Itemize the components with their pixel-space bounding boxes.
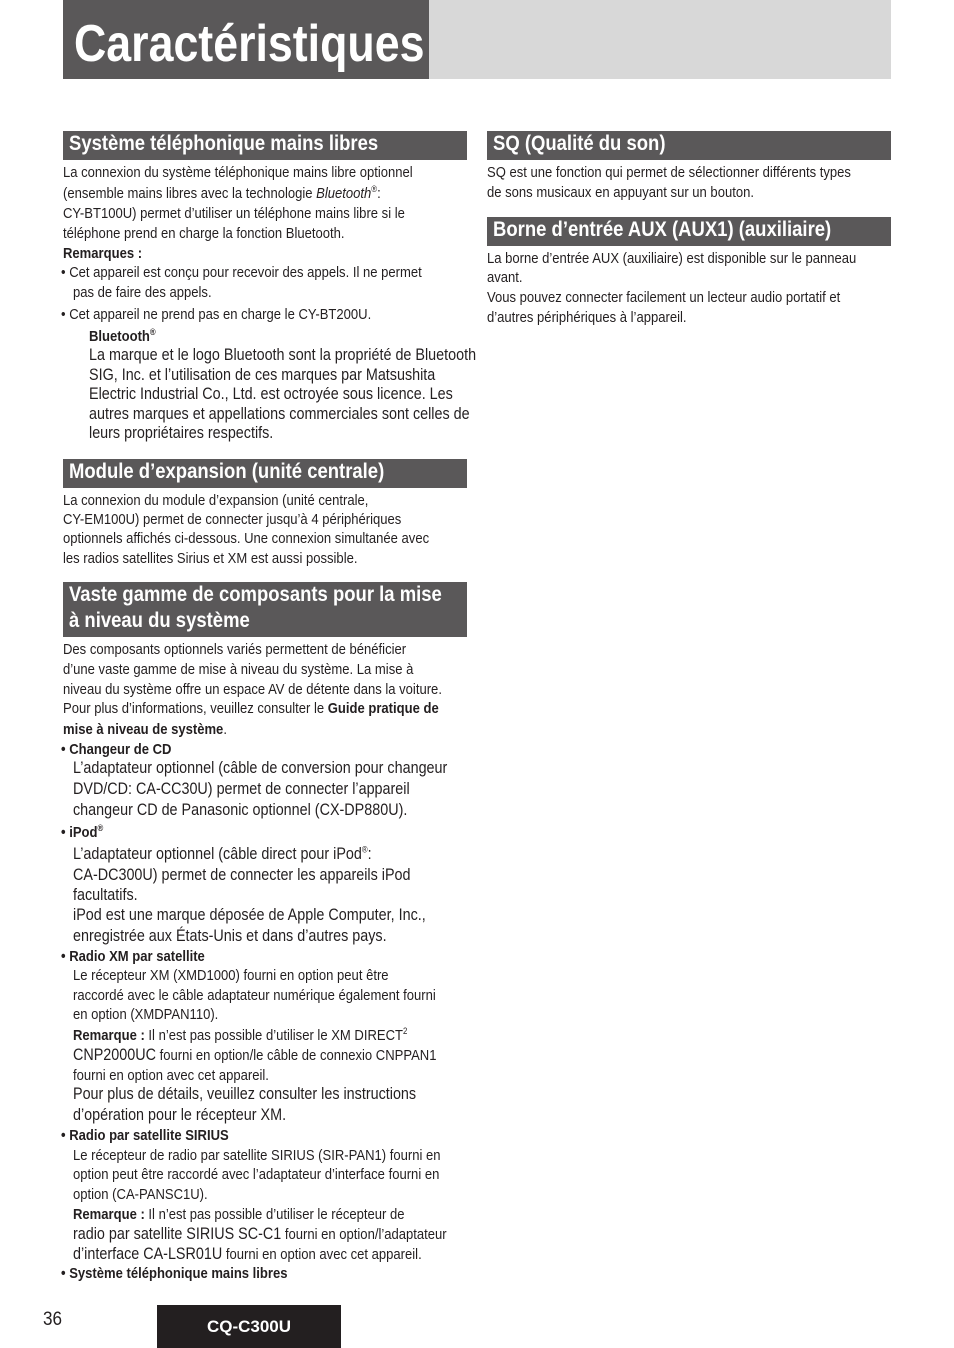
sirius-radio-label: • Radio par satellite SIRIUS	[61, 1127, 229, 1144]
body-line: d’une vaste gamme de mise à niveau du système. La mise à	[63, 661, 414, 678]
body-line: leurs propriétaires respectifs.	[89, 424, 274, 442]
body-line: L’adaptateur optionnel (câble direct pour iPod®:	[73, 844, 372, 863]
body-line: option (CA-PANSC1U).	[73, 1186, 208, 1203]
page-title-banner	[63, 0, 429, 79]
body-line: Pour plus d’informations, veuillez consulter le Guide pratique de	[63, 700, 439, 717]
body-line: SIG, Inc. et l’utilisation de ces marques par Matsushita	[89, 366, 436, 384]
body-line: Des composants optionnels variés permettent de bénéficier	[63, 641, 407, 658]
hands-free-item-label: • Système téléphonique mains libres	[61, 1265, 288, 1282]
body-line: d’autres périphériques à l’appareil.	[487, 309, 687, 326]
body-line: fourni en option avec cet appareil.	[73, 1067, 269, 1084]
section-heading-upgrade: Vaste gamme de composants pour la mise à niveau du système	[63, 582, 467, 637]
body-line: Le récepteur de radio par satellite SIRIUS (SIR-PAN1) fourni en	[73, 1147, 441, 1164]
section-heading-hands-free: Système téléphonique mains libres	[63, 131, 467, 160]
body-line: de sons musicaux en appuyant sur un bouton.	[487, 184, 754, 201]
body-line: CY-EM100U) permet de connecter jusqu’à 4 périphériques	[63, 511, 402, 528]
body-line: facultatifs.	[73, 886, 138, 904]
body-line: Electric Industrial Co., Ltd. est octroyée sous licence. Les	[89, 385, 453, 403]
page-title: Caractéristiques	[74, 15, 425, 73]
body-line: Remarque : Il n’est pas possible d’utiliser le récepteur de	[73, 1206, 405, 1223]
body-line: La connexion du système téléphonique mains libre optionnel	[63, 164, 413, 181]
body-line: téléphone prend en charge la fonction Bluetooth.	[63, 225, 345, 242]
body-line: d’opération pour le récepteur XM.	[73, 1106, 287, 1124]
body-line: mise à niveau de système.	[63, 721, 227, 738]
xm-radio-label: • Radio XM par satellite	[61, 948, 205, 965]
bluetooth-label: Bluetooth®	[89, 327, 156, 345]
section-heading-expansion: Module d’expansion (unité centrale)	[63, 459, 467, 488]
body-line: DVD/CD: CA-CC30U) permet de connecter l’appareil	[73, 780, 410, 798]
page-number: 36	[43, 1309, 63, 1330]
body-line: La borne d’entrée AUX (auxiliaire) est disponible sur le panneau	[487, 250, 857, 267]
body-line: Pour plus de détails, veuillez consulter les instructions	[73, 1085, 417, 1103]
body-line: Remarque : Il n’est pas possible d’utiliser le XM DIRECT$^2$	[73, 1026, 408, 1044]
section-heading-aux: Borne d’entrée AUX (AUX1) (auxiliaire)	[487, 217, 891, 246]
remark-item: • Cet appareil est conçu pour recevoir des appels. Il ne permet	[61, 264, 422, 281]
body-line: La connexion du module d’expansion (unité centrale,	[63, 492, 369, 509]
body-line: (ensemble mains libres avec la technologie Bluetooth®:	[63, 184, 381, 202]
body-line: en option (XMDPAN110).	[73, 1006, 219, 1023]
section-heading-sq: SQ (Qualité du son)	[487, 131, 891, 160]
body-line: La marque et le logo Bluetooth sont la propriété de Bluetooth	[89, 346, 477, 364]
body-line: d’interface CA-LSR01U fourni en option avec cet appareil.	[73, 1245, 422, 1263]
body-line: niveau du système offre un espace AV de détente dans la voiture.	[63, 681, 442, 698]
body-line: enregistrée aux États-Unis et dans d’autres pays.	[73, 927, 387, 945]
body-line: avant.	[487, 269, 523, 286]
ipod-label: • iPod®	[61, 823, 104, 841]
model-badge: CQ-C300U	[157, 1305, 341, 1348]
body-line: option peut être raccordé avec l’adaptateur d’interface fourni en	[73, 1166, 440, 1183]
body-line: radio par satellite SIRIUS SC-C1 fourni en option/l’adaptateur	[73, 1225, 447, 1243]
body-line: iPod est une marque déposée de Apple Computer, Inc.,	[73, 906, 426, 924]
body-line: SQ est une fonction qui permet de sélectionner différents types	[487, 164, 851, 181]
title-banner-extension	[429, 0, 891, 79]
body-line: CNP2000UC fourni en option/le câble de connexio CNPPAN1	[73, 1046, 437, 1064]
body-line: Le récepteur XM (XMD1000) fourni en option peut être	[73, 967, 389, 984]
body-line: L’adaptateur optionnel (câble de conversion pour changeur	[73, 759, 448, 777]
body-line: raccordé avec le câble adaptateur numérique également fourni	[73, 987, 436, 1004]
remark-item-cont: pas de faire des appels.	[73, 284, 212, 301]
body-line: CA-DC300U) permet de connecter les appareils iPod	[73, 866, 411, 884]
body-line: CY-BT100U) permet d’utiliser un téléphone mains libre si le	[63, 205, 405, 222]
body-line: optionnels affichés ci-dessous. Une connexion simultanée avec	[63, 530, 430, 547]
remarks-label: Remarques :	[63, 245, 143, 262]
body-line: autres marques et appellations commerciales sont celles de	[89, 405, 470, 423]
remark-item: • Cet appareil ne prend pas en charge le CY-BT200U.	[61, 306, 372, 323]
cd-changer-label: • Changeur de CD	[61, 741, 172, 758]
body-line: changeur CD de Panasonic optionnel (CX-DP880U).	[73, 801, 408, 819]
body-line: les radios satellites Sirius et XM est aussi possible.	[63, 550, 358, 567]
body-line: Vous pouvez connecter facilement un lecteur audio portatif et	[487, 289, 841, 306]
